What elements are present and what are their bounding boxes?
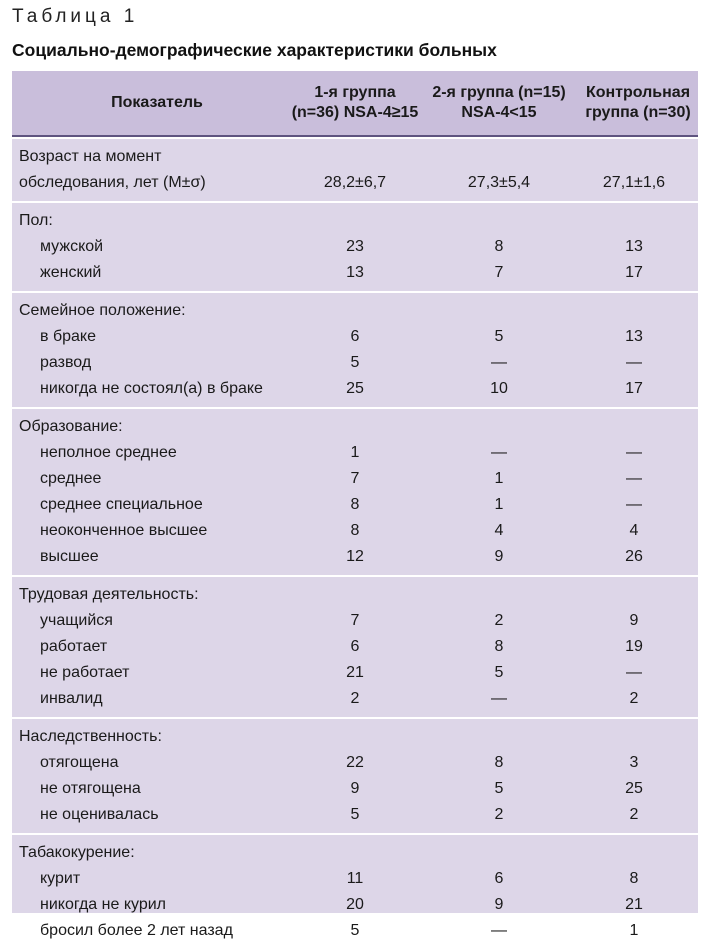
section-title: Табакокурение:	[19, 844, 135, 861]
value-group2: 8	[494, 238, 504, 255]
table-row	[12, 866, 698, 892]
row-label: не оценивалась	[40, 806, 159, 823]
table-row	[12, 170, 698, 196]
table-row	[12, 686, 698, 712]
value-group1: 23	[346, 238, 364, 255]
row-label: не отягощена	[40, 780, 141, 797]
value-group2: —	[491, 922, 507, 939]
value-control: 13	[625, 328, 643, 345]
table-row	[12, 776, 698, 802]
value-control: 4	[629, 522, 639, 539]
table-row	[12, 634, 698, 660]
value-group1: 12	[346, 548, 364, 565]
table-section	[12, 575, 698, 719]
table-row	[12, 518, 698, 544]
value-control: 26	[625, 548, 643, 565]
table-section	[12, 137, 698, 203]
value-group1: 5	[350, 922, 360, 939]
value-group1: 28,2±6,7	[323, 174, 387, 191]
value-group1: 20	[346, 896, 364, 913]
section-title: Трудовая деятельность:	[19, 586, 199, 603]
value-control: —	[626, 496, 642, 513]
value-group2: —	[491, 690, 507, 707]
table-section	[12, 833, 698, 951]
table-header	[12, 71, 698, 137]
section-title: Наследственность:	[19, 728, 162, 745]
section-title: Образование:	[19, 418, 123, 435]
table-section	[12, 291, 698, 409]
value-control: —	[626, 354, 642, 371]
row-label: никогда не курил	[40, 896, 166, 913]
value-group1: 5	[350, 806, 360, 823]
row-label: обследования, лет (M±σ)	[19, 174, 206, 191]
value-control: 8	[629, 870, 639, 887]
value-group1: 11	[346, 870, 364, 887]
data-table	[12, 71, 698, 939]
row-label: работает	[40, 638, 108, 655]
table-row	[12, 750, 698, 776]
value-group1: 21	[346, 664, 364, 681]
value-group2: 5	[494, 664, 504, 681]
section-title-row	[12, 144, 698, 170]
value-group2: 2	[494, 612, 504, 629]
table-section	[12, 201, 698, 293]
value-group1: 7	[350, 470, 360, 487]
section-title-row	[12, 840, 698, 866]
header-indicator: Показатель	[111, 94, 203, 111]
value-group2: 9	[494, 548, 504, 565]
row-label: в браке	[40, 328, 96, 345]
table-row	[12, 660, 698, 686]
value-control: —	[626, 444, 642, 461]
value-control: 1	[629, 922, 639, 939]
header-group1: 1-я группа (n=36) NSA-4≥15	[291, 84, 419, 121]
table-title: Социально-демографические характеристики больных	[12, 40, 497, 60]
value-group1: 6	[350, 638, 360, 655]
row-label: высшее	[40, 548, 99, 565]
value-group2: 4	[494, 522, 504, 539]
value-control: 3	[629, 754, 639, 771]
section-title-row	[12, 208, 698, 234]
table-row	[12, 608, 698, 634]
table-row	[12, 492, 698, 518]
row-label: среднее специальное	[40, 496, 203, 513]
table-row	[12, 440, 698, 466]
value-control: —	[626, 470, 642, 487]
table-row	[12, 544, 698, 570]
row-label: никогда не состоял(а) в браке	[40, 380, 263, 397]
value-group1: 13	[346, 264, 364, 281]
header-group2: 2-я группа (n=15) NSA-4<15	[432, 84, 566, 121]
table-row	[12, 324, 698, 350]
table-row	[12, 918, 698, 944]
row-label: бросил более 2 лет назад	[40, 922, 233, 939]
value-control: 9	[629, 612, 639, 629]
value-group2: 1	[494, 470, 504, 487]
value-group1: 2	[350, 690, 360, 707]
table-row	[12, 466, 698, 492]
section-title-row	[12, 298, 698, 324]
table-row	[12, 376, 698, 402]
row-label: курит	[40, 870, 81, 887]
row-label: развод	[40, 354, 92, 371]
section-title: Пол:	[19, 212, 53, 229]
row-label: среднее	[40, 470, 102, 487]
row-label: отягощена	[40, 754, 119, 771]
value-group2: 6	[494, 870, 504, 887]
row-label: не работает	[40, 664, 130, 681]
value-group2: 10	[490, 380, 508, 397]
value-group1: 1	[350, 444, 360, 461]
value-group1: 25	[346, 380, 364, 397]
value-group2: 5	[494, 780, 504, 797]
value-control: 17	[625, 380, 643, 397]
value-group2: 1	[494, 496, 504, 513]
table-row	[12, 260, 698, 286]
value-group2: —	[491, 444, 507, 461]
value-group1: 6	[350, 328, 360, 345]
header-control: Контрольная группа (n=30)	[585, 84, 691, 121]
section-title: Возраст на момент	[19, 148, 162, 165]
value-group2: 7	[494, 264, 504, 281]
value-control: 2	[629, 690, 639, 707]
section-title: Семейное положение:	[19, 302, 186, 319]
value-control: 27,1±1,6	[602, 174, 666, 191]
row-label: женский	[40, 264, 102, 281]
row-label: учащийся	[40, 612, 113, 629]
section-title-row	[12, 414, 698, 440]
table-row	[12, 234, 698, 260]
value-control: 25	[625, 780, 643, 797]
value-group1: 7	[350, 612, 360, 629]
value-group2: 27,3±5,4	[467, 174, 531, 191]
value-group2: —	[491, 354, 507, 371]
value-group2: 2	[494, 806, 504, 823]
value-control: 13	[625, 238, 643, 255]
value-group2: 5	[494, 328, 504, 345]
value-control: —	[626, 664, 642, 681]
section-title-row	[12, 582, 698, 608]
table-row	[12, 892, 698, 918]
value-group1: 9	[350, 780, 360, 797]
value-group1: 8	[350, 496, 360, 513]
value-control: 21	[625, 896, 643, 913]
value-group2: 8	[494, 638, 504, 655]
value-group1: 8	[350, 522, 360, 539]
row-label: неоконченное высшее	[40, 522, 208, 539]
row-label: инвалид	[40, 690, 103, 707]
row-label: неполное среднее	[40, 444, 177, 461]
value-control: 19	[625, 638, 643, 655]
value-control: 17	[625, 264, 643, 281]
row-label: мужской	[40, 238, 104, 255]
table-row	[12, 350, 698, 376]
table-section	[12, 717, 698, 835]
table-section	[12, 407, 698, 577]
table-label: Таблица 1	[12, 6, 139, 27]
value-group2: 8	[494, 754, 504, 771]
section-title-row	[12, 724, 698, 750]
value-control: 2	[629, 806, 639, 823]
table-row	[12, 802, 698, 828]
value-group2: 9	[494, 896, 504, 913]
value-group1: 22	[346, 754, 364, 771]
value-group1: 5	[350, 354, 360, 371]
